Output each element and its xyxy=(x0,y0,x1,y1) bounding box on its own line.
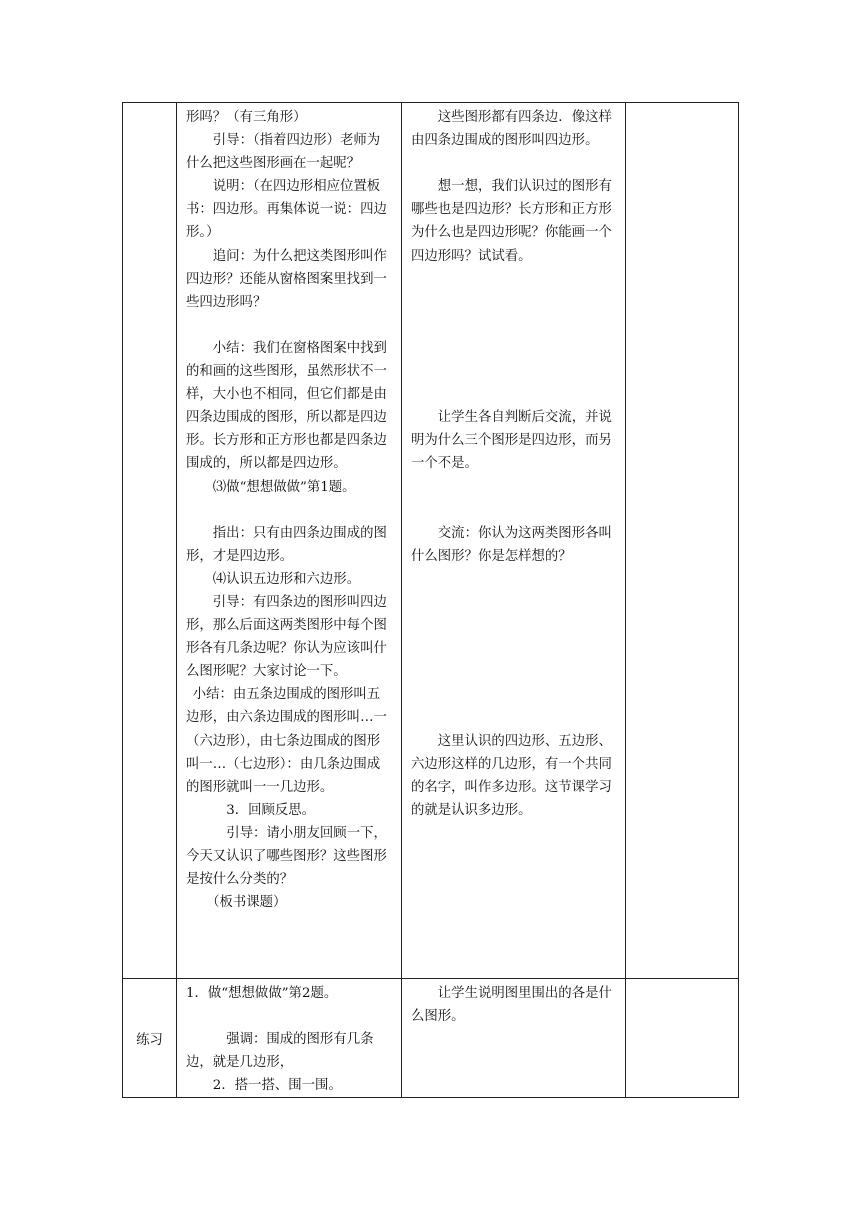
paragraph: 追问：为什么把这类图形叫作四边形？还能从窗格图案里找到一些四边形吗？ xyxy=(186,248,387,310)
notes-cell xyxy=(626,103,739,979)
paragraph: ⑷认识五边形和六边形。 xyxy=(212,571,361,587)
paragraph: （板书课题） xyxy=(206,895,287,911)
section-label-practice: 练习 xyxy=(123,979,177,1098)
notes-cell xyxy=(626,979,739,1098)
student-activity-cell xyxy=(402,103,626,979)
paragraph: 说明：（在四边形相应位置板书：四边形。再集体说一说：四边形。） xyxy=(186,179,387,241)
paragraph: 2．搭一搭、围一围。 xyxy=(212,1078,342,1094)
paragraph: 形吗？（有三角形） xyxy=(186,110,307,125)
teacher-activity-cell xyxy=(177,979,402,1098)
section-label-cell xyxy=(123,103,177,979)
student-activity-cell xyxy=(402,979,626,1098)
paragraph: 让学生各自判断后交流，并说明为什么三个图形是四边形，而另一个不是。 xyxy=(411,410,612,472)
paragraph: 小结：我们在窗格图案中找到的和画的这些图形，虽然形状不一样，大小也不相同，但它们都是由四条边围成的图形，所以都是四边形。长方形和正方形也都是四条边围成的，所以都是四边形。 xyxy=(186,340,387,472)
paragraph: 强调：围成的图形有几条边，就是几边形， xyxy=(186,1032,374,1071)
paragraph: 指出：只有由四条边围成的图形，才是四边形。 xyxy=(186,525,387,564)
paragraph: 3．回顾反思。 xyxy=(226,802,316,818)
paragraph: 1．做“想想做做”第2题。 xyxy=(186,986,338,1001)
paragraph: 这些图形都有四条边．像这样由四条边围成的图形叫四边形。 xyxy=(411,110,612,149)
paragraph: 交流：你认为这两类图形各叫什么图形？你是怎样想的？ xyxy=(411,525,612,564)
paragraph: 引导：请小朋友回顾一下，今天又认识了哪些图形？这些图形是按什么分类的？ xyxy=(186,825,387,888)
paragraph: 小结：由五条边围成的图形叫五边形，由六条边围成的图形叫…一（六边形），由七条边围成的图形叫一…（七边形）：由几条边围成的图形就叫一一几边形。 xyxy=(186,687,387,795)
paragraph: 这里认识的四边形、五边形、六边形这样的几边形，有一个共同的名字，叫作多边形。这节课学习的就是认识多边形。 xyxy=(411,733,612,818)
teacher-activity-cell xyxy=(177,103,402,979)
paragraph: 想一想，我们认识过的图形有哪些也是四边形？长方形和正方形为什么也是四边形呢？你能画一个四边形吗？试试看。 xyxy=(411,179,612,264)
paragraph: ⑶做“想想做做”第1题。 xyxy=(212,479,356,495)
paragraph: 让学生说明图里围出的各是什么图形。 xyxy=(411,986,612,1025)
table-row xyxy=(123,979,739,1098)
lesson-plan-table xyxy=(122,102,739,1098)
paragraph: 引导：有四条边的图形叫四边形，那么后面这两类图形中每个图形各有几条边呢？你认为应该叫什么图形呢？大家讨论一下。 xyxy=(186,594,387,680)
table-row xyxy=(123,103,739,979)
paragraph: 引导：（指着四边形）老师为什么把这些图形画在一起呢？ xyxy=(186,133,381,172)
